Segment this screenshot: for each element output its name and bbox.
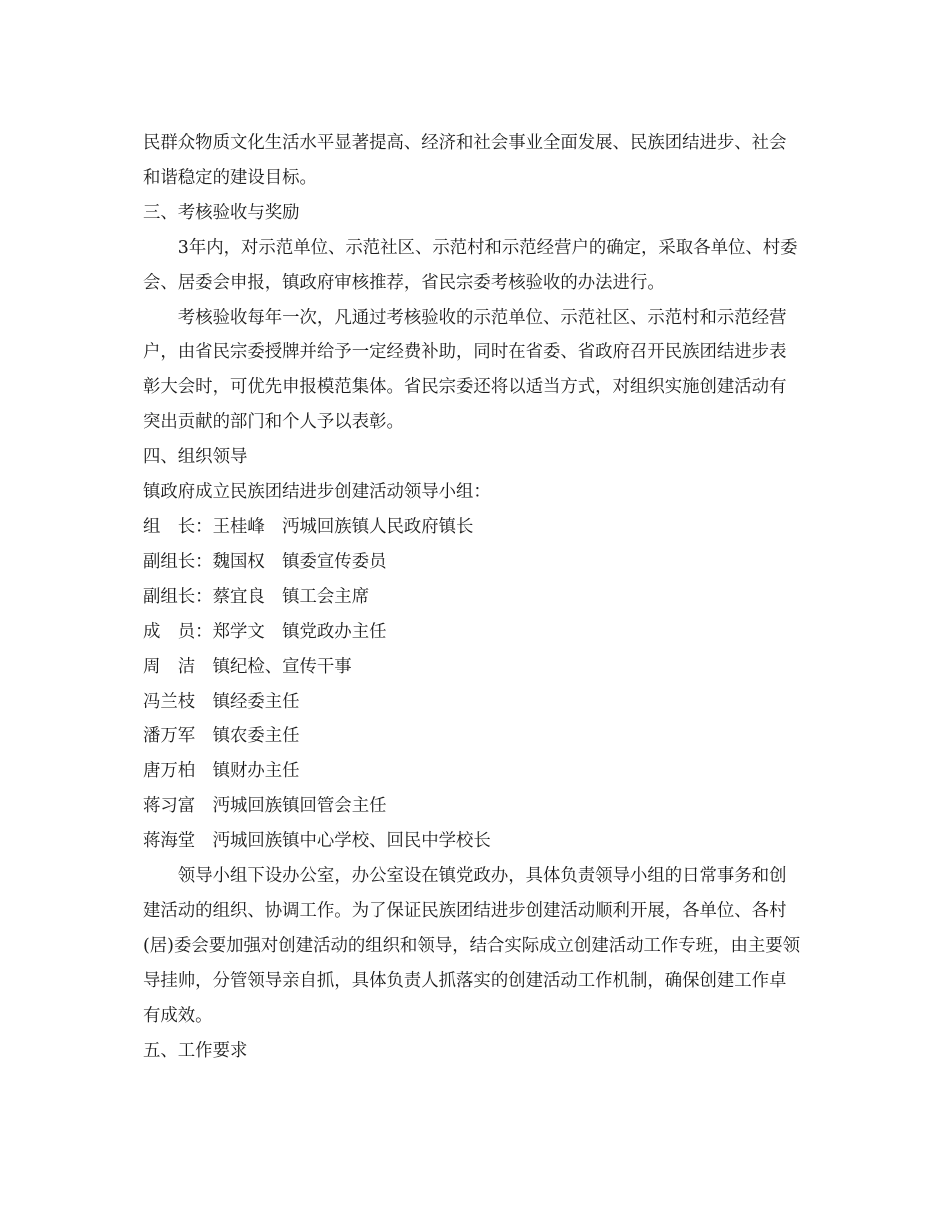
member-line-member-2: 周 洁 镇纪检、宣传干事: [143, 656, 352, 677]
section-heading-4: 四、组织领导: [143, 447, 248, 468]
paragraph-office: 领导小组下设办公室，办公室设在镇党政办，具体负责领导小组的日常事务和创建活动的组织、协调工作。为了保证民族团结进步创建活动顺利开展，各单位、各村(居)委会要加强对创建活动的组织和领导，结合实际成立创建活动工作专班，由主要领导挂帅，分管领导亲自抓，具体负责人抓落实的创建活动工作机制，确保创建工作卓有成效。: [143, 866, 801, 1026]
paragraph-continuation: 民群众物质文化生活水平显著提高、经济和社会事业全面发展、民族团结进步、社会和谐稳定的建设目标。: [143, 133, 787, 188]
member-line-member-3: 冯兰枝 镇经委主任: [143, 691, 300, 712]
member-line-leader: 组 长：王桂峰 沔城回族镇人民政府镇长: [143, 516, 474, 537]
member-line-deputy-1: 副组长：魏国权 镇委宣传委员: [143, 551, 387, 572]
member-line-member-4: 潘万军 镇农委主任: [143, 726, 300, 747]
section-heading-5: 五、工作要求: [143, 1040, 248, 1061]
leading-group-intro: 镇政府成立民族团结进步创建活动领导小组：: [143, 482, 491, 503]
member-line-member-6: 蒋习富 沔城回族镇回管会主任: [143, 796, 387, 817]
member-line-member-1: 成 员：郑学文 镇党政办主任: [143, 621, 387, 642]
member-line-deputy-2: 副组长：蔡宜良 镇工会主席: [143, 586, 370, 607]
paragraph-acceptance-reward: 考核验收每年一次，凡通过考核验收的示范单位、示范社区、示范村和示范经营户，由省民宗委授牌并给予一定经费补助，同时在省委、省政府召开民族团结进步表彰大会时，可优先申报模范集体。省民宗委还将以适当方式，对组织实施创建活动有突出贡献的部门和个人予以表彰。: [143, 307, 787, 433]
member-line-member-7: 蒋海堂 沔城回族镇中心学校、回民中学校长: [143, 831, 491, 852]
section-heading-3: 三、考核验收与奖励: [143, 202, 300, 223]
document-body: [143, 126, 803, 1068]
paragraph-acceptance-method: 3年内，对示范单位、示范社区、示范村和示范经营户的确定，采取各单位、村委会、居委会申报，镇政府审核推荐，省民宗委考核验收的办法进行。: [143, 237, 798, 293]
member-line-member-5: 唐万柏 镇财办主任: [143, 761, 300, 782]
